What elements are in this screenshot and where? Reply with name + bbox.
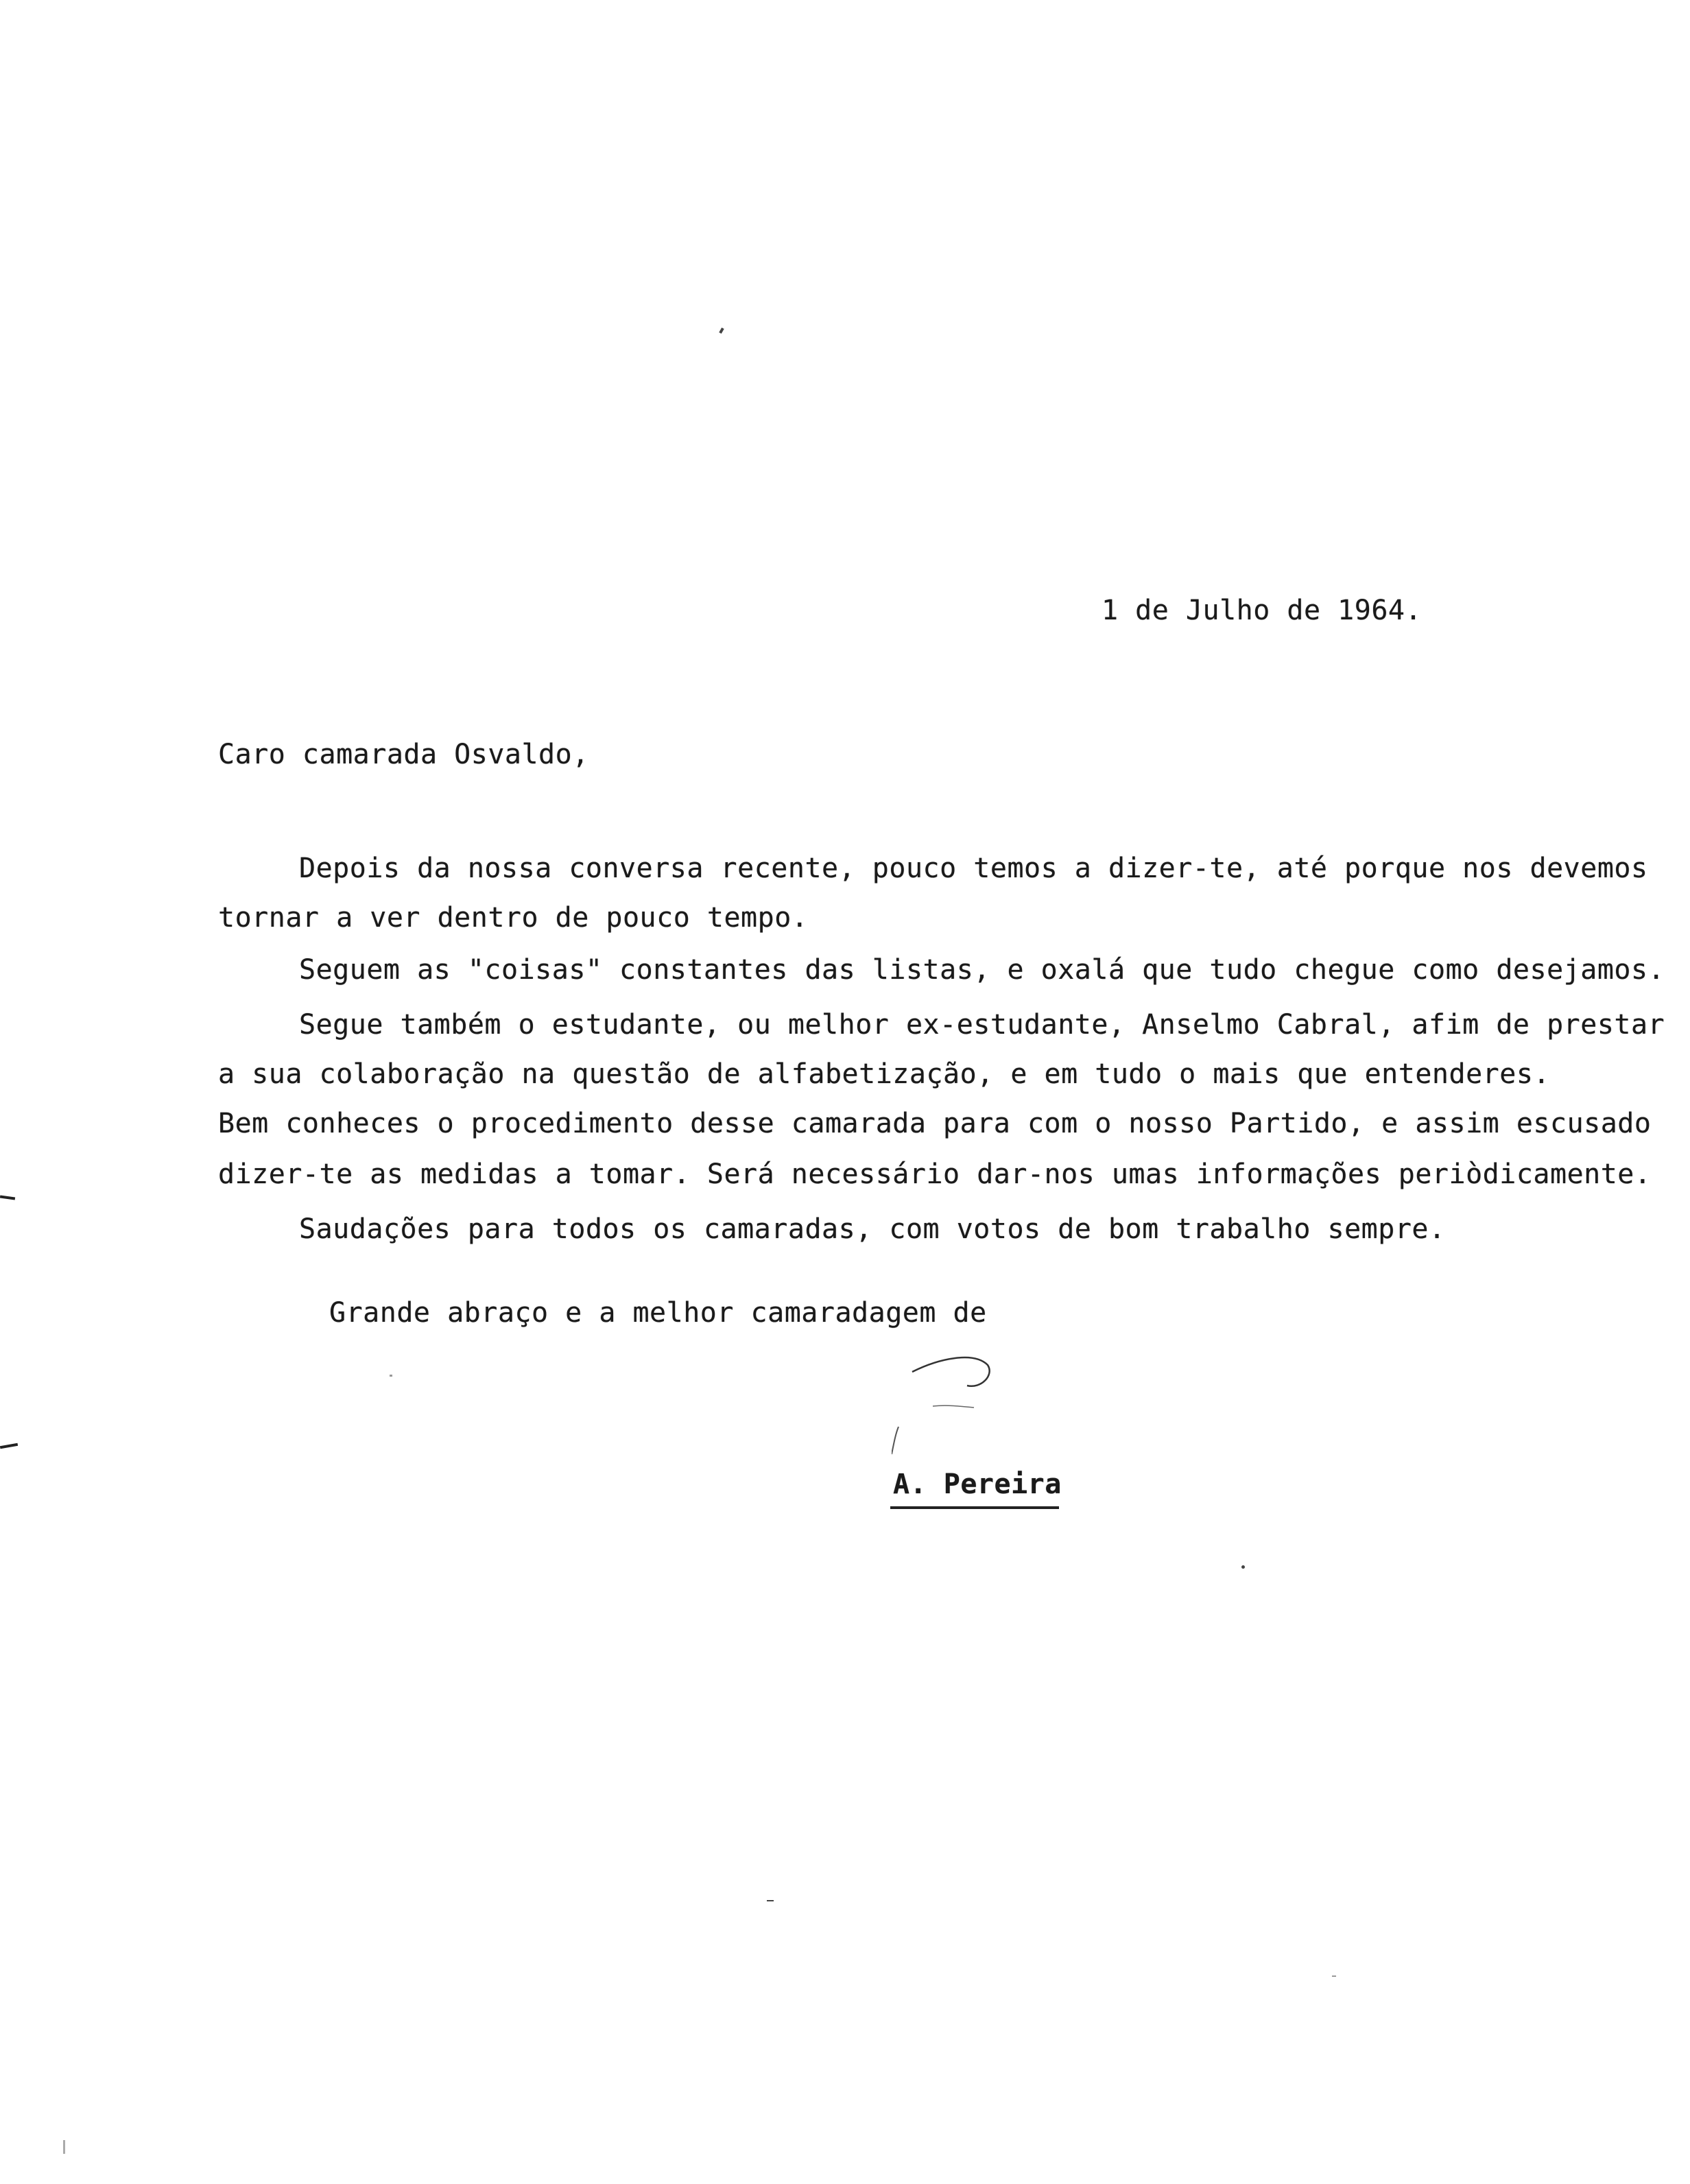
letter-date: 1 de Julho de 1964. xyxy=(1102,595,1423,626)
signer-name: A. Pereira xyxy=(893,1469,1062,1500)
scan-speck xyxy=(63,2140,65,2154)
scan-speck xyxy=(390,1375,392,1377)
scan-speck xyxy=(1241,1565,1245,1569)
handwritten-signature xyxy=(892,1351,1070,1468)
scan-speck xyxy=(767,1900,774,1901)
paragraph-1-line-2: tornar a ver dentro de pouco tempo. xyxy=(218,902,809,934)
paragraph-3-line-2: a sua colaboração na questão de alfabetização, e em tudo o mais que entenderes. xyxy=(218,1058,1550,1090)
scan-speck xyxy=(1332,1975,1336,1977)
scan-speck xyxy=(719,328,724,334)
scan-edge-mark xyxy=(0,1443,18,1449)
paragraph-3-line-3: Bem conheces o procedimento desse camarada para com o nosso Partido, e assim escusado xyxy=(218,1108,1652,1139)
closing-line: Grande abraço e a melhor camaradagem de xyxy=(329,1297,987,1329)
paragraph-1-line-1: Depois da nossa conversa recente, pouco temos a dizer-te, até porque nos devemos xyxy=(299,853,1648,884)
paragraph-3-line-1: Segue também o estudante, ou melhor ex-estudante, Anselmo Cabral, afim de prestar xyxy=(299,1009,1665,1041)
signature-underline xyxy=(890,1506,1059,1509)
paragraph-2: Seguem as "coisas" constantes das listas, e oxalá que tudo chegue como desejamos. xyxy=(299,954,1665,986)
paragraph-4: Saudações para todos os camaradas, com votos de bom trabalho sempre. xyxy=(299,1213,1446,1245)
salutation: Caro camarada Osvaldo, xyxy=(218,739,589,770)
paragraph-3-line-4: dizer-te as medidas a tomar. Será necessário dar-nos umas informações periòdicamente. xyxy=(218,1159,1652,1190)
scan-edge-mark xyxy=(0,1195,15,1200)
